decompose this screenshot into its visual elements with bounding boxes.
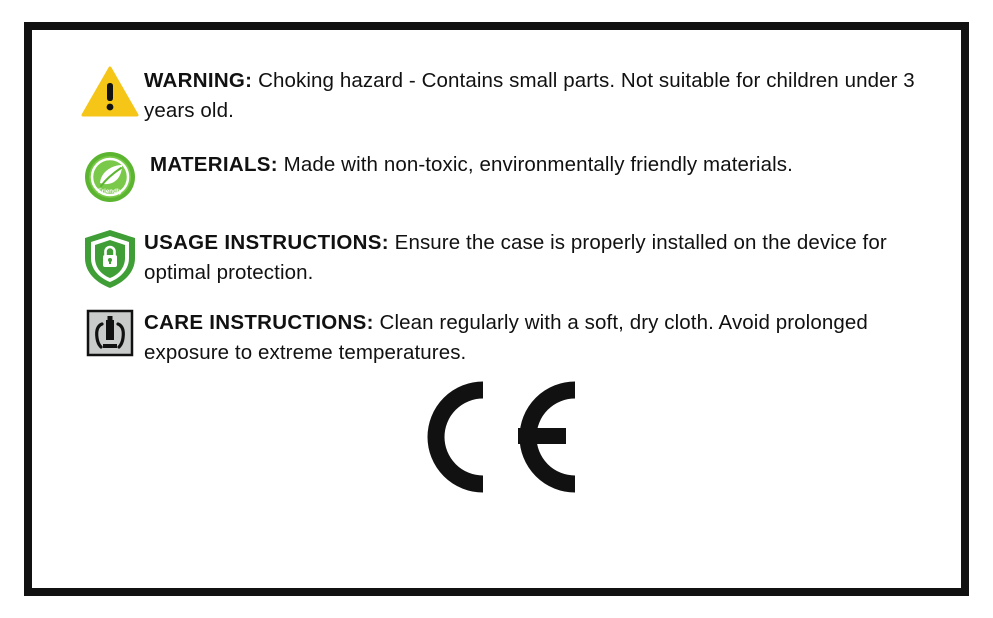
warning-heading: WARNING:	[144, 69, 253, 92]
ce-mark-container	[76, 378, 923, 496]
care-heading: CARE INSTRUCTIONS:	[144, 311, 374, 334]
handle-with-care-icon	[76, 306, 144, 368]
svg-text:Friendly: Friendly	[97, 188, 123, 195]
notice-row	[76, 64, 923, 126]
label-content	[24, 22, 969, 596]
usage-body: Ensure the case is properly installed on the device for optimal protection.	[144, 231, 887, 284]
materials-heading: MATERIALS:	[150, 153, 278, 176]
usage-heading: USAGE INSTRUCTIONS:	[144, 231, 389, 254]
care-text	[144, 306, 923, 367]
ce-conformity-mark	[405, 378, 595, 496]
warning-triangle-icon	[76, 64, 144, 126]
care-body: Clean regularly with a soft, dry cloth. Avoid prolonged exposure to extreme temperatures.	[144, 311, 868, 364]
eco-friendly-leaf-icon	[76, 148, 144, 210]
shield-protection-icon	[76, 226, 144, 288]
materials-body: Made with non-toxic, environmentally friendly materials.	[277, 153, 793, 176]
warning-text	[144, 64, 923, 125]
usage-text	[144, 226, 923, 287]
notice-row	[76, 226, 923, 288]
warning-body: Choking hazard - Contains small parts. Not suitable for children under 3 years old.	[144, 69, 915, 122]
notice-row	[76, 148, 923, 210]
materials-text	[144, 148, 923, 180]
notice-row	[76, 306, 923, 368]
